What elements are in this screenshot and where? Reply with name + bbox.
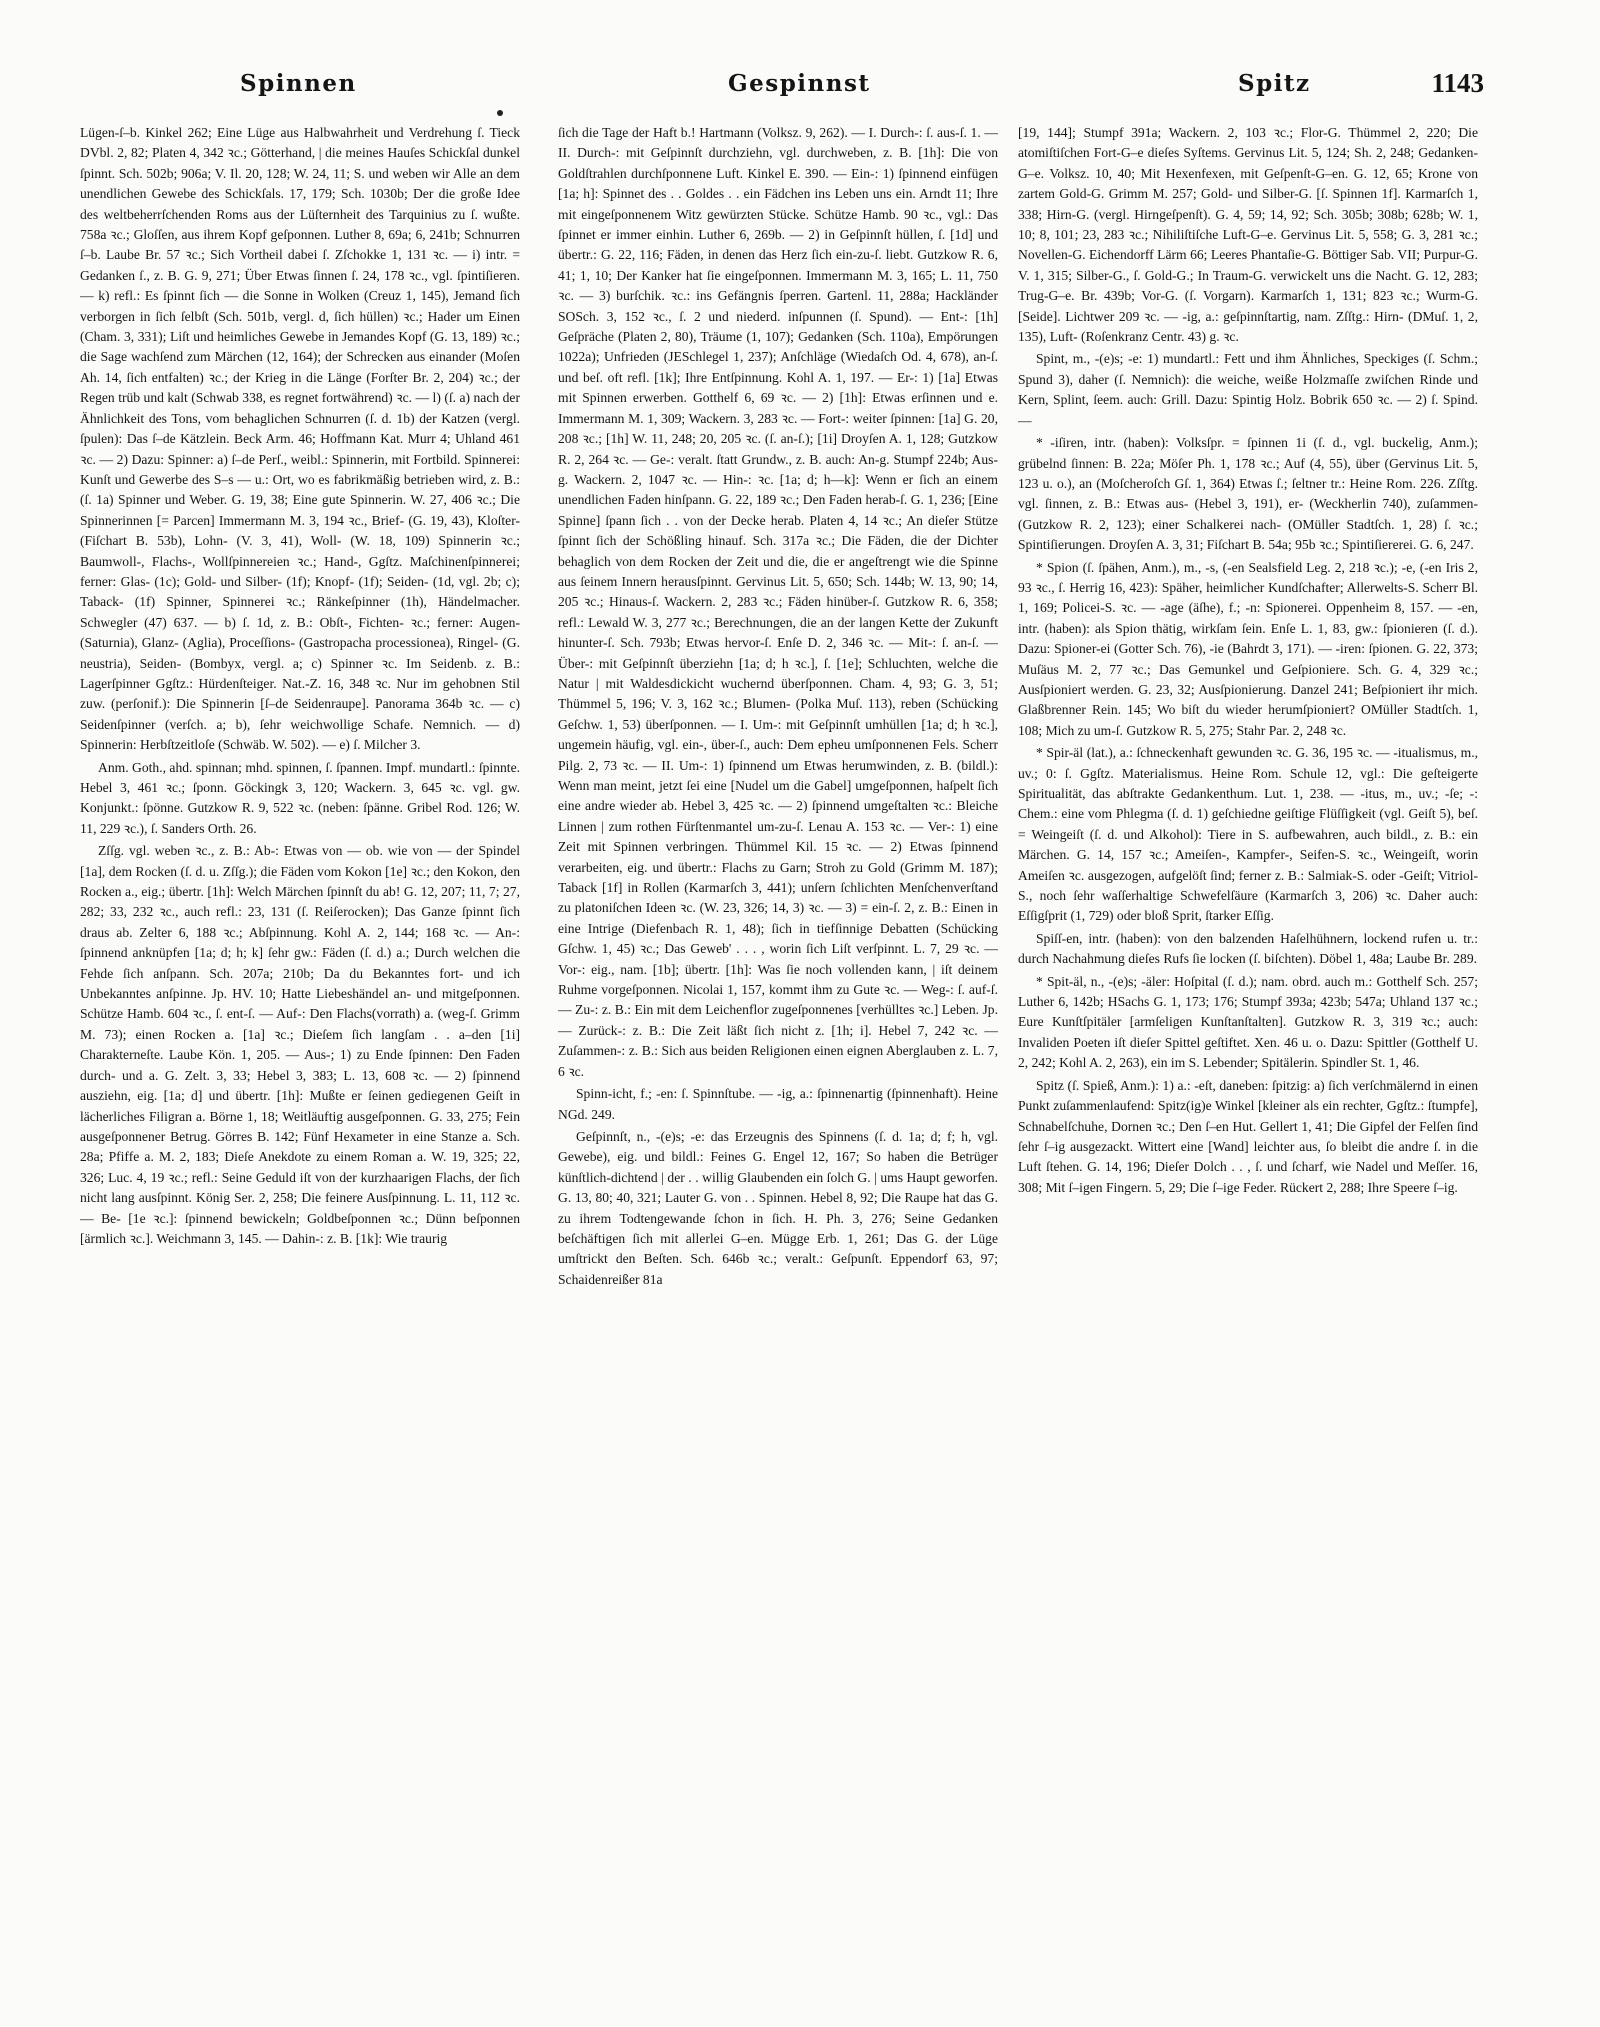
entry-paragraph: Zſſg. vgl. weben ꝛc., z. B.: Ab-: Etwas von — ob. wie von — der Spindel [1a], dem Rocken (ſ. d. u. Zſſg.); die Fäden vom Kokon [1e] ꝛc.; den Kokon, den Rocken a., eig.; übertr. [1h]: Welch Märchen ſpinnſt du ab! G. 12, 207; 11, 7; 27, 282; 33, 232 ꝛc., auch refl.: 23, 131 (ſ. Reiſerocken); Das Ganze ſpinnt ſich draus ab. Zelter 6, 188 ꝛc.; Abſpinnung. Kohl A. 2, 144; 168 ꝛc. — An-: ſpinnend anknüpfen [1a; d; h; k] ſehr gw.: Fäden (ſ. d.) a.; Durch welchen die Fehde ſich anſpann. Sch. 207a; 210b; Da du Bekanntes fort- und ich Unbekanntes anſpinne. Jp. HV. 10; Hatte Liebeshändel an- und mitgeſponnen. Schütze Hamb. 604 ꝛc., ſ. ent-ſ. — Auf-: Den Flachs(vorrath) a. (weg-ſ. Grimm M. 73); einen Rocken a. [1a] ꝛc.; Dieſem ſich langſam . . a–den [1i] Charakterneſte. Laube Kön. 1, 205. — Aus-; 1) zu Ende ſpinnen: Den Faden durch- und a. G. Zelt. 3, 33; Hebel 3, 383; L. 13, 608 ꝛc. — 2) ſpinnend ausziehn, eig. [1a; d] und übertr. [1h]: Mußte er ſeinen gediegenen Geiſt in lächerliches Filigran a. Börne 1, 18; Weitläuftig ausgeſponnen. G. 33, 275; Fein ausgeſponnener Betrug. Görres B. 142; Fünf Hexameter in eine Stanze a. Sch. 28a; Pfiffe a. M. 2, 183; Dieſe Anekdote zu einem Roman a. W. 19, 325; 22, 326; Luc. 4, 19 ꝛc.; refl.: Seine Geduld iſt von der kurzhaarigen Flachs, der ſich nicht lang ausſpinnt. König Ser. 2, 258; Die feinere Ausſpinnung. L. 11, 112 ꝛc. — Be- [1e ꝛc.]: ſpinnend bewickeln; Goldbeſponnen ꝛc.; Dünn beſponnen [ärmlich ꝛc.]. Weichmann 3, 145. — Dahin-: z. B. [1k]: Wie traurig: [80, 843, 520, 1246]
text-column-middle: [558, 123, 998, 2008]
running-header: [0, 70, 1600, 110]
entry-paragraph: * Spit-äl, n., -(e)s; -äler: Hoſpital (ſ. d.); nam. obrd. auch m.: Gotthelf Sch. 257; Luther 6, 142b; HSachs G. 1, 173; 176; Stumpf 393a; 423b; 547a; Uhland 137 ꝛc.; Eure Kunſtſpitäler [armſeligen Kunſtanſtalten]. Gutzkow R. 3, 319 ꝛc.; auch: Invaliden Poeten iſt dieſer Spittel geſtiftet. Xen. 46 u. o. Dazu: Spittler (Gotthelf U. 2, 242; Kohl A. 2, 263), ein im S. Lebender; Spitälerin. Spindler St. 1, 46.: [1018, 973, 1478, 1071]
entry-paragraph: Spitz (ſ. Spieß, Anm.): 1) a.: -eſt, daneben: ſpitzig: a) ſich verſchmälernd in einen Punkt zuſammenlaufend: Spitz(ig)e Winkel [kleiner als ein rechter, Ggſtz.: ſtumpfe], Schnabelſchuhe, Dornen ꝛc.; Den ſ–en Hut. Gellert 1, 41; Die Gipfel der Felſen ſind ſehr ſ–ig ausgezackt. Wittert eine [Wand] leichter aus, ſo bleibt die andre ſ. in die Luft ſtehen. G. 14, 196; Dieſer Dolch . . , ſ. und ſcharf, wie Nadel und Meſſer. 16, 308; Mit ſ–igen Fingern. 5, 29; Die ſ–ige Feder. Rückert 2, 288; Ihre Speere ſ–ig.: [1018, 1077, 1478, 1195]
header-center-word: Gespinnst: [728, 70, 871, 97]
header-left-word: Spinnen: [240, 70, 357, 97]
entry-paragraph: Spint, m., -(e)s; -e: 1) mundartl.: Fett und ihm Ähnliches, Speckiges (ſ. Schm.; Spund 3), daher (ſ. Nemnich): die weiche, weiße Holzmaſſe zwiſchen Rinde und Kern, Splint, ſeem. auch: Grill. Dazu: Spintig Holz. Bobrik 650 ꝛc. — 2) ſ. Spind. —: [1018, 351, 1478, 428]
entry-paragraph: Geſpinnſt, n., -(e)s; -e: das Erzeugnis des Spinnens (ſ. d. 1a; d; f; h, vgl. Gewebe), eig. und bildl.: Feines G. Engel 12, 167; So haben die Betrüger künſtlich-dichtend | der . . willig Glaubenden ein ſolch G. | ums Haupt geworfen. G. 13, 80; 40, 321; Lauter G. von . . Spinnen. Hebel 8, 92; Die Raupe hat das G. zu ihrem Todtengewande ſchon in ſich. H. Ph. 3, 276; Seine Gedanken beſchäftigen ſich mit allerlei G–en. Mügge Erb. 1, 261; Das G. der Lüge umſtrickt den Beſten. Sch. 646b ꝛc.; veralt.: Geſpunſt. Eppendorf 63, 97; Schaidenreißer 81a: [558, 1128, 998, 1287]
entry-paragraph: Anm. Goth., ahd. spinnan; mhd. spinnen, ſ. ſpannen. Impf. mundartl.: ſpinnte. Hebel 3, 461 ꝛc.; ſponn. Göckingk 3, 120; Wackern. 3, 645 ꝛc. vgl. gw. Konjunkt.: ſpönne. Gutzkow R. 9, 522 ꝛc. (neben: ſpänne. Gribel Rod. 126; W. 11, 229 ꝛc.), ſ. Sanders Orth. 26.: [80, 759, 520, 836]
entry-paragraph: Spiſſ-en, intr. (haben): von den balzenden Haſelhühnern, lockend rufen u. tr.: durch Nachahmung dieſes Rufs ſie locken (ſ. biſchten). Döbel 1, 48a; Laube Br. 289.: [1018, 930, 1478, 967]
entry-paragraph: * Spion (ſ. ſpähen, Anm.), m., -s, (-en Sealsfield Leg. 2, 218 ꝛc.); -e, (-en Iris 2, 93 ꝛc., ſ. Herrig 16, 423): Späher, heimlicher Kundſchafter; Allerwelts-S. Scherr Bl. 1, 169; Policei-S. ꝛc. — -age (äſhe), f.; -n: Spionerei. Oppenheim 8, 157. — -en, intr. (haben): als Spion thätig, wirkſam ſein. Enſe L. 1, 83, gw.: ſpionieren (ſ. d.). Dazu: Spioner-ei (Gotter Sch. 76), -ie (Bahrdt 3, 171). — -iren: ſpionen. G. 22, 373; Muſäus M. 2, 77 ꝛc.; Das Gemunkel und Geſpioniere. Sch. G. 4, 329 ꝛc.; Ausſpioniert werden. G. 23, 32; Ausſpionierung. Danzel 241; Beſpioniert ihr mich. Glaßbrenner Rein. 145; Wo biſt du wieder herumſpioniert? OMüller Stadtſch. 1, 108; Mich zu um-ſ. Gutzkow R. 5, 275; Stahr Par. 2, 248 ꝛc.: [1018, 559, 1478, 738]
entry-paragraph: ſich die Tage der Haft b.! Hartmann (Volksz. 9, 262). — I. Durch-: ſ. aus-ſ. 1. — II. Durch-: mit Geſpinnſt durchziehn, vgl. durchweben, z. B. [1h]: Die von Goldſtrahlen durchſponnene Luft. Kinkel E. 390. — Ein-: 1) ſpinnend einfügen [1a; h]: Spinnet des . . Goldes . . ein Fädchen ins Leben uns ein. Arndt 11; Ihre mit eingeſponnenem Witz gewürzten Stücke. Schütze Hamb. 90 ꝛc., vgl.: Das ſpinnet er immer einhin. Luther 6, 269b. — 2) in Geſpinnſt hüllen, ſ. [1d] und übertr.: G. 22, 116; Fäden, in denen das Herz ſich ein-zu-ſ. liebt. Gutzkow R. 6, 41; 1, 10; Der Kanker hat ſie eingeſponnen. Immermann M. 3, 165; L. 11, 750 ꝛc. — 3) burſchik. ꝛc.: ins Gefängnis ſperren. Gartenl. 11, 288a; Hackländer SOSch. 3, 152 ꝛc., ſ. 2 und niederd. inſpunnen (ſ. Spund). — Ent-: [1h] Geſpräche (Platen 2, 80), Träume (1, 107); Gedanken (Sch. 110a), Empörungen 1022a); Unfrieden (JESchlegel 1, 237); Anſchläge (Wiedaſch Od. 4, 678), an-ſ. und beſ. oft refl. [1k]; Ihre Entſpinnung. Kohl A. 1, 197. — Er-: 1) [1a] Etwas mit Spinnen erwerben. Gotthelf 6, 69 ꝛc. — 2) [1h]: Etwas erſinnen und e. Immermann M. 1, 309; Wackern. 3, 283 ꝛc. — Fort-: weiter ſpinnen: [1a] G. 20, 208 ꝛc.; [1h] W. 11, 248; 20, 205 ꝛc. (ſ. an-ſ.); [1i] Droyſen A. 1, 128; Gutzkow R. 2, 264 ꝛc. — Ge-: veralt. ſtatt Grundw., z. B. auch: An-g. Stumpf 224b; Aus-g. Wackern. 2, 1047 ꝛc. — Hin-: ꝛc. [1a; d; h—k]: Wenn er ſich an einem unendlichen Faden hinſpann. G. 22, 189 ꝛc.; Den Faden herab-ſ. G. 1, 236; [Eine Spinne] ſpann ſich . . von der Decke herab. Platen 4, 14 ꝛc.; An dieſer Stütze ſpinnt ſich der Schößling hinauf. Sch. 317a ꝛc.; Die Fäden, die der Dichter behaglich von dem Rocken der Zeit und die, die er angeſtrengt wie die Spinne aus ſeinem Innern herausſpinnt. Gervinus Lit. 5, 650; Sch. 144b; W. 13, 90; 14, 205 ꝛc.; Hinaus-ſ. Wackern. 2, 283 ꝛc.; Fäden hinüber-ſ. Gutzkow R. 6, 358; refl.: Lewald W. 3, 277 ꝛc.; Berechnungen, die an der langen Kette der Zukunft hinunter-ſ. Sch. 793b; Etwas hervor-ſ. Enſe D. 2, 346 ꝛc. — Mit-: ſ. an-ſ. — Über-: mit Geſpinnſt überziehn [1a; d; h ꝛc.], ſ. [1e]; Schluchten, welche die Natur | mit Waldesdickicht wuchernd überſponnen. Cham. 4, 93; G. 3, 51; Thümmel 5, 196; V. 3, 162 ꝛc.; Blumen- (Polka Muſ. 113), reben (Schücking Geſchw. 1, 53) überſponnen. — I. Um-: mit Geſpinnſt umhüllen [1a; d; h ꝛc.], ungemein häufig, vgl. ein-, über-ſ., auch: Dem epheu umſponnenen Fels. Scherr Pilg. 2, 73 ꝛc. — II. Um-: 1) ſpinnend um Etwas herumwinden, z. B. (bildl.): Wenn man meint, jetzt ſei eine [Nudel um die Gabel] umgeſponnen, haſpelt ſich eine andre wieder ab. Hebel 3, 425 ꝛc. — 2) ſpinnend umgeſtalten ꝛc.: Bleiche Linnen | zum rothen Fürſtenmantel um-zu-ſ. Lenau A. 153 ꝛc. — Ver-: 1) eine Zeit mit Spinnen verbringen. Thümmel Kil. 15 ꝛc. — 2) Etwas ſpinnend verarbeiten, eig. und übertr.: Flachs zu Garn; Stroh zu Gold (Grimm M. 187); Taback [1f] in Rollen (Karmarſch 3, 441); unſern ſchlichten Menſchenverſtand zu platoniſchen Ideen ꝛc. (W. 23, 326; 14, 3) ꝛc. — 3) = ein-ſ. 2, z. B.: Einen in eine Intrige (Diefenbach R. 1, 48); ſich in tiefſinnige Debatten (Schücking Gſchw. 1, 45) ꝛc.; Das Geweb' . . . , worin ſich Liſt verſpinnt. L. 7, 29 ꝛc. — Vor-: eig., nam. [1b]; übertr. [1h]: Was ſie noch vollenden kann, | iſt deinem Ruhme vorgeſponnen. Nicolai 1, 157, kommt ihm zu Gute ꝛc. — Weg-: ſ. auf-ſ. — Zu-: z. B.: Ein mit dem Leichenflor zugeſponnenes [verhülltes ꝛc.] Leben. Jp. — Zurück-: z. B.: Die Zeit läßt ſich nicht z. [1h; i]. Hebel 7, 242 ꝛc. — Zuſammen-: z. B.: Sich aus beiden Religionen einen eignen Aberglauben z. L. 7, 6 ꝛc.: [558, 125, 998, 1079]
entry-paragraph: * Spir-äl (lat.), a.: ſchneckenhaft gewunden ꝛc. G. 36, 195 ꝛc. — -itualismus, m., uv.; 0: ſ. Ggſtz. Materialismus. Heine Rom. Schule 12, vgl.: Die geſteigerte Spiritualität, das abſtrakte Gedankenthum. Lut. 1, 238. — -itus, m., uv.; -ſe; -: Chem.: eine vom Phlegma (ſ. d. 1) geſchiedne geiſtige Flüſſigkeit (vgl. Geiſt 5), beſ. = Weingeiſt (ſ. d. und Alkohol): Tiere in S. aufbewahren, auch bildl., z. B.: ein Märchen. G. 14, 157 ꝛc.; Ameiſen-, Kampfer-, Seifen-S. ꝛc., Weingeiſt, worin Ameiſen ꝛc. ausgezogen, aufgelöſt ſind; ferner z. B.: Salmiak-S. oder -Geiſt; Vitriol-S., noch ſehr waſſerhaltige Schwefelſäure (Karmarſch 3, 206) ꝛc. Daher auch: Eſſigſprit (1, 729) oder bloß Sprit, ſtarker Eſſig.: [1018, 745, 1478, 924]
text-column-left: [80, 123, 520, 2008]
printer-dot-mark: [497, 110, 503, 116]
entry-paragraph: * -iſiren, intr. (haben): Volksſpr. = ſpinnen 1i (ſ. d., vgl. buckelig, Anm.); grübelnd ſinnen: B. 22a; Möſer Ph. 1, 178 ꝛc.; Auf (4, 55), über (Gervinus Lit. 5, 123 u. o.), an (Moſcheroſch Gſ. 1, 364) Etwas ſ.; ſeltner tr.: Heine Rom. 226. Zſſtg. vgl. ſinnen, z. B.: Etwas aus- (Hebel 3, 191), er- (Weckherlin 740), zuſammen- (Gutzkow R. 2, 123); einer Schalkerei nach- (OMüller Stadtſch. 1, 28) ſ. ꝛc.; Spintiſierungen. Droyſen A. 3, 31; Fiſchart B. 54a; 95b ꝛc.; Spintiſiererei. G. 6, 247.: [1018, 435, 1478, 553]
header-right-word: Spitz: [1238, 70, 1311, 97]
text-column-right: [1018, 123, 1478, 2008]
page-number: 1143: [1431, 68, 1484, 98]
entry-paragraph: Spinn-icht, f.; -en: ſ. Spinnſtube. — -ig, a.: ſpinnenartig (ſpinnenhaft). Heine NGd. 249.: [558, 1086, 998, 1122]
entry-paragraph: Lügen-ſ–b. Kinkel 262; Eine Lüge aus Halbwahrheit und Verdrehung ſ. Tieck DVbl. 2, 82; Platen 4, 342 ꝛc.; Götterhand, | die meines Hauſes Schickſal dunkel ſpinnt. Sch. 502b; 906a; V. Il. 20, 128; W. 24, 11; S. und weben wir Alle an dem unendlichen Gewebe des Schickſals. 17, 179; Sch. 1030b; Der die große Idee des weltbeherrſchenden Roms aus der Lüſternheit des Tarquinius zu ſ. wußte. 758a ꝛc.; Gloſſen, aus ihrem Kopf geſponnen. Luther 8, 69a; 6, 241b; Schnurren ſ–b. Laube Br. 57 ꝛc.; Sich Vortheil dabei ſ. Zſchokke 1, 131 ꝛc. — i) intr. = Gedanken ſ., z. B. G. 9, 271; Über Etwas ſinnen ſ. 24, 178 ꝛc., vgl. ſpintiſieren. — k) refl.: Es ſpinnt ſich — die Sonne in Wolken (Creuz 1, 145), Jemand ſich verborgen in ſich ſelbſt (Sch. 501b, vergl. d, ſich hüllen) ꝛc.; Hader um Einen (Cham. 3, 331); Liſt und heimliches Gewebe in Jemandes Kopf (G. 13, 189) ꝛc.; die Sage wachſend zum Märchen (12, 164); der Schrecken aus einander (Moſen Ah. 14, ſich entfalten) ꝛc.; der Krieg in die Länge (Forſter Br. 2, 204) ꝛc.; der Regen trüb und kalt (Schwab 338, es regnet fortwährend) ꝛc. — l) (ſ. a) nach der Ähnlichkeit des Tons, vom behaglichen Schnurren (ſ. d. 1b) der Katzen (vergl. ſpulen): Das ſ–de Kätzlein. Beck Arm. 46; Hoffmann Kat. Murr 4; Uhland 461 ꝛc. — 2) Dazu: Spinner: a) ſ–de Perſ., weibl.: Spinnerin, mit Fortbild. Spinnerei: Kunſt und Gewerbe des S–s — u.: Ort, wo es fabrikmäßig betrieben wird, z. B.: (ſ. 1a) Spinner und Weber. G. 19, 38; Eine gute Spinnerin. W. 27, 406 ꝛc.; Die Spinnerinnen [= Parcen] Immermann M. 3, 194 ꝛc., Brief- (G. 19, 43), Kloſter- (Fiſchart B. 53b), Lohn- (V. 3, 41), Woll- (W. 18, 109) Spinnerin ꝛc.; Baumwoll-, Flachs-, Wollſpinnereien ꝛc.; Hand-, Ggſtz. Maſchinenſpinnerei; ferner: Glas- (1c); Gold- und Silber- (1f); Knopf- (1f); Seiden- (1d, vgl. 2b; c); Taback- (1f) Spinner, Spinnerei ꝛc.; Ränkeſpinner (1h), Händelmacher. Schwegler (47) 637. — b) ſ. 1d, z. B.: Obſt-, Fichten- ꝛc.; ferner: Augen- (Saturnia), Glanz- (Aglia), Proceſſions- (Gastropacha processionea), Ringel- (G. neustria), Seiden- (Bombyx, vergl. a; c) Spinner ꝛc. Im Seidenb. z. B.: Lagerſpinner Ggſtz.: Hürdenſteiger. Nat.-Z. 16, 348 ꝛc. Nur im gehobnen Stil zuw. (perſonif.): Die Spinnerin [ſ–de Seidenraupe]. Panorama 364b ꝛc. — c) Seidenſpinner (verſch. a; b), ſehr weichwollige Schafe. Nemnich. — d) Spinnerin: Herbſtzeitloſe (Schwäb. W. 502). — e) ſ. Milcher 3.: [80, 125, 520, 753]
entry-paragraph: [19, 144]; Stumpf 391a; Wackern. 2, 103 ꝛc.; Flor-G. Thümmel 2, 220; Die atomiſtiſchen Fort-G–e dieſes Syſtems. Gervinus Lit. 5, 124; Sh. 2, 248; Gedanken-G–e. Volksz. 10, 40; Mit Hexenfexen, mit Geſpenſt-G–en. G. 12, 65; Krone von zartem Gold-G. Grimm M. 257; Gold- und Silber-G. [ſ. Spinnen 1f]. Karmarſch 1, 338; Hirn-G. (vergl. Hirngeſpenſt). G. 4, 59; 14, 92; Sch. 305b; 308b; 628b; W. 1, 10; 8, 101; 23, 283 ꝛc.; Nihiliſtiſche Luft-G–e. Gervinus Lit. 5, 558; G. 3, 281 ꝛc.; Novellen-G. Eichendorff Lärm 66; Leeres Phantaſie-G. Böttiger Sab. VII; Purpur-G. V. 1, 315; Silber-G., ſ. Gold-G.; In Traum-G. verwickelt uns die Nacht. G. 12, 283; Trug-G–e. Br. 439b; Vor-G. (ſ. Vorgarn). Karmarſch 1, 131; 823 ꝛc.; Wurm-G. [Seide]. Lichtwer 209 ꝛc. — -ig, a.: geſpinnſtartig, nam. Zſſtg.: Hirn- (DMuſ. 1, 2, 135), Luft- (Roſenkranz Centr. 43) g. ꝛc.: [1018, 125, 1478, 345]
